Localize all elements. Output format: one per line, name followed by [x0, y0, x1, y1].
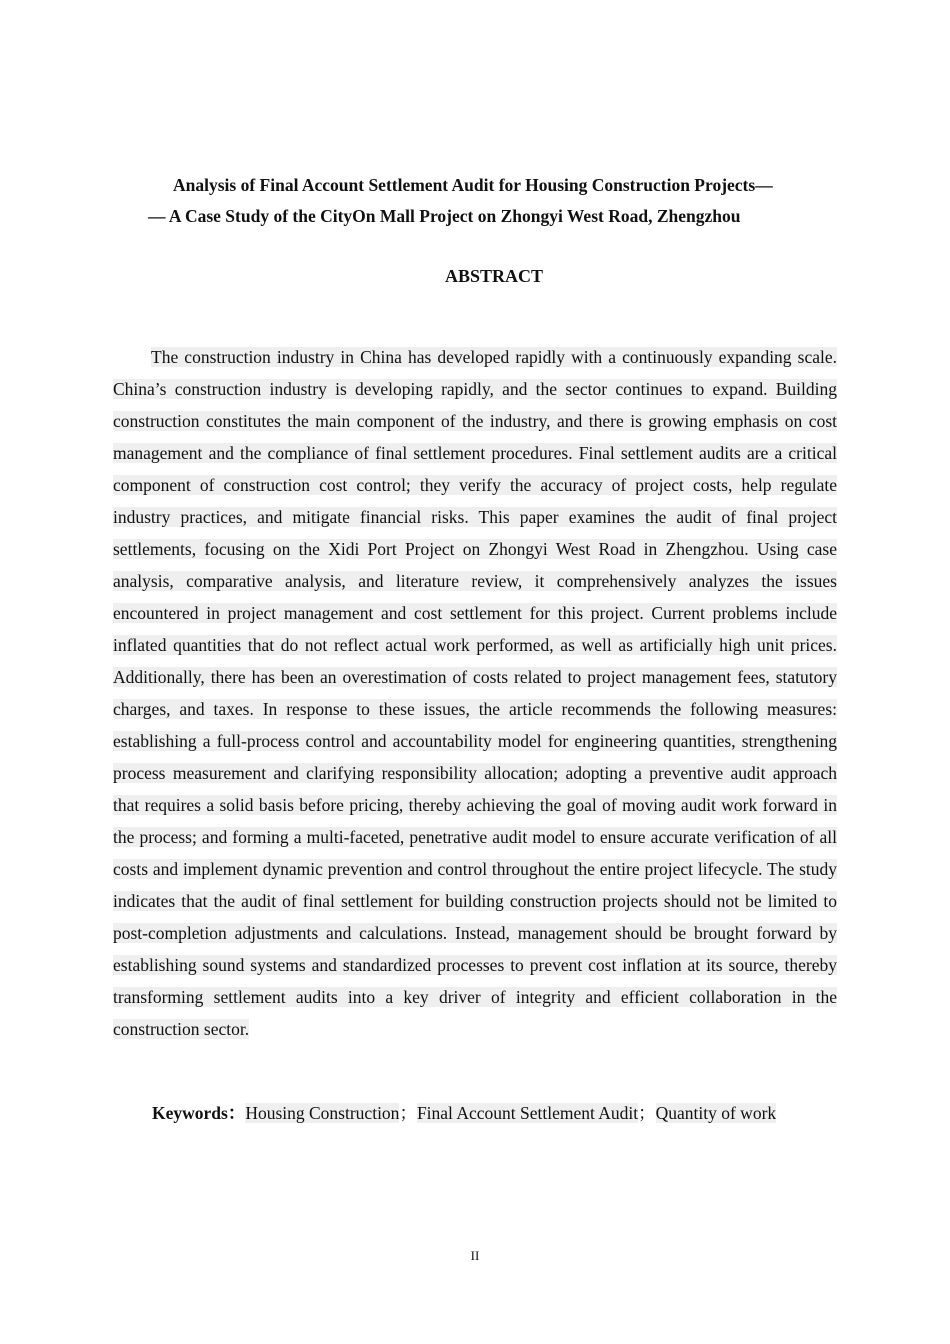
abstract-heading: ABSTRACT: [444, 266, 544, 286]
keywords-line: [152, 1099, 872, 1127]
keywords-label: Keywords：: [152, 1103, 246, 1123]
title-line-2: — A Case Study of the CityOn Mall Project on Zhongyi West Road, Zhengzhou: [148, 206, 741, 226]
keyword-item: Final Account Settlement Audit: [416, 1103, 639, 1123]
paper-title: [140, 170, 840, 232]
title-line-1: Analysis of Final Account Settlement Audit for Housing Construction Projects—: [173, 175, 773, 195]
abstract-body: [113, 341, 837, 1045]
abstract-text: The construction industry in China has developed rapidly with a continuously expanding scale. China’s construction industry is developing rapidly, and the sector continues to expand. Building construction constitutes the main component of the industry, and there is growing emphasis on cost management and the compliance of final settlement procedures. Final settlement audits are a critical component of construction cost control; they verify the accuracy of project costs, help regulate industry practices, and mitigate financial risks. This paper examines the audit of final project settlements, focusing on the Xidi Port Project on Zhongyi West Road in Zhengzhou. Using case analysis, comparative analysis, and literature review, it comprehensively analyzes the issues encountered in project management and cost settlement for this project. Current problems include inflated quantities that do not reflect actual work performed, as well as artificially high unit prices. Additionally, there has been an overestimation of costs related to project management fees, statutory charges, and taxes. In response to these issues, the article recommends the following measures: establishing a full-process control and accountability model for engineering quantities, strengthening process measurement and clarifying responsibility allocation; adopting a preventive audit approach that requires a solid basis before pricing, thereby achieving the goal of moving audit work forward in the process; and forming a multi-faceted, penetrative audit model to ensure accurate verification of all costs and implement dynamic prevention and control throughout the entire project lifecycle. The study indicates that the audit of final settlement for building construction projects should not be limited to post-completion adjustments and calculations. Instead, management should be brought forward by establishing sound systems and standardized processes to prevent cost inflation at its source, thereby transforming settlement audits into a key driver of integrity and efficient collaboration in the construction sector.: [113, 347, 837, 1039]
keyword-separator: ；: [638, 1103, 656, 1123]
keyword-item: Housing Construction: [245, 1103, 400, 1123]
page-number: II: [470, 1248, 480, 1263]
keyword-separator: ；: [399, 1103, 417, 1123]
keyword-item: Quantity of work: [655, 1103, 777, 1123]
